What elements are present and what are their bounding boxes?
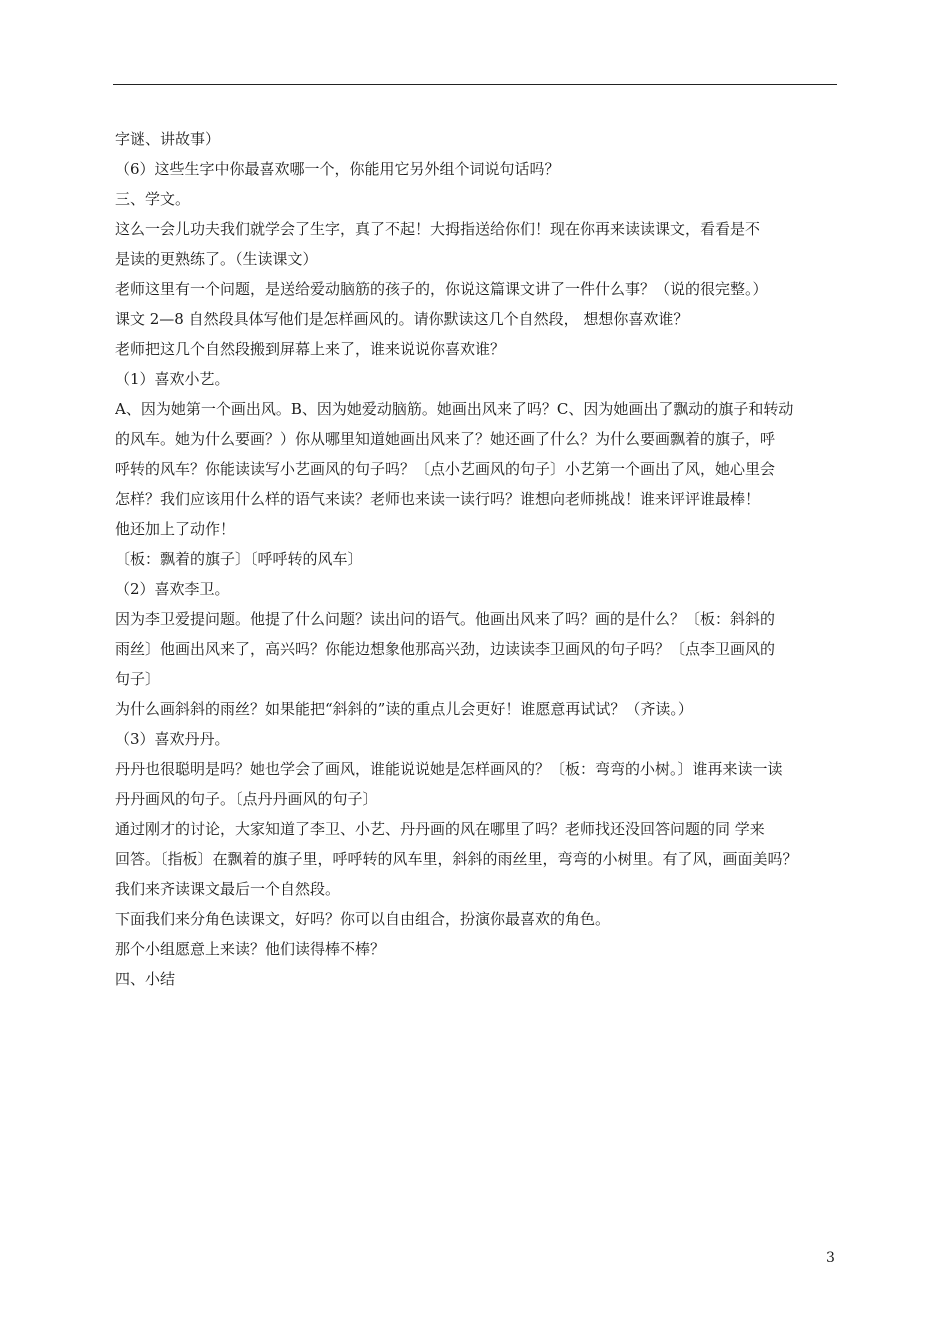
page-number: 3	[826, 1250, 835, 1266]
text-line: 通过刚才的讨论，大家知道了李卫、小艺、丹丹画的风在哪里了吗？老师找还没回答问题的同 学来	[115, 820, 765, 838]
text-line: 丹丹画风的句子。〔点丹丹画风的句子〕	[115, 790, 378, 808]
text-line: 这么一会儿功夫我们就学会了生字，真了不起！大拇指送给你们！现在你再来读读课文，看看是不	[115, 220, 761, 238]
text-line: 老师把这几个自然段搬到屏幕上来了，谁来说说你喜欢谁？	[115, 340, 506, 358]
text-line: A、因为她第一个画出风。B、因为她爱动脑筋。她画出风来了吗？C、因为她画出了飘动的旗子和转动	[115, 400, 794, 418]
header-rule	[113, 84, 837, 85]
text-line: 回答。〔指板〕在飘着的旗子里，呼呼转的风车里，斜斜的雨丝里，弯弯的小树里。有了风，画面美吗？	[115, 850, 798, 868]
text-line: 因为李卫爱提问题。他提了什么问题？读出问的语气。他画出风来了吗？画的是什么？〔板：斜斜的	[115, 610, 776, 628]
text-line: （3）喜欢丹丹。	[115, 730, 230, 748]
text-line: 呼转的风车？你能读读写小艺画风的句子吗？〔点小艺画风的句子〕小艺第一个画出了风，她心里会	[115, 460, 776, 478]
text-line: 那个小组愿意上来读？他们读得棒不棒？	[115, 940, 386, 958]
text-line: 字谜、讲故事）	[115, 130, 221, 148]
document-body	[115, 124, 837, 994]
text-line: （2）喜欢李卫。	[115, 580, 230, 598]
text-line: 雨丝〕他画出风来了，高兴吗？你能边想象他那高兴劲，边读读李卫画风的句子吗？〔点李卫画风的	[115, 640, 776, 658]
text-line: 怎样？我们应该用什么样的语气来读？老师也来读一读行吗？谁想向老师挑战！谁来评评谁最棒！	[115, 490, 761, 508]
text-line: 他还加上了动作！	[115, 520, 236, 538]
text-line: 我们来齐读课文最后一个自然段。	[115, 880, 341, 898]
text-line: 课文 2—8 自然段具体写他们是怎样画风的。请你默读这几个自然段， 想想你喜欢谁？	[115, 310, 689, 328]
text-line: 是读的更熟练了。（生读课文）	[115, 250, 318, 268]
text-line: 老师这里有一个问题，是送给爱动脑筋的孩子的，你说这篇课文讲了一件什么事？（说的很完整。）	[115, 280, 768, 298]
section-heading: 三、学文。	[115, 190, 191, 208]
text-line: （1）喜欢小艺。	[115, 370, 230, 388]
text-line: 下面我们来分角色读课文，好吗？你可以自由组合，扮演你最喜欢的角色。	[115, 910, 611, 928]
text-line: （6）这些生字中你最喜欢哪一个，你能用它另外组个词说句话吗？	[115, 160, 560, 178]
text-line: 〔板：飘着的旗子〕〔呼呼转的风车〕	[115, 550, 363, 568]
text-line: 句子〕	[115, 670, 161, 688]
section-heading: 四、小结	[115, 970, 176, 988]
text-line: 为什么画斜斜的雨丝？如果能把“斜斜的”读的重点儿会更好！谁愿意再试试？（齐读。）	[115, 700, 693, 718]
text-line: 的风车。她为什么要画？）你从哪里知道她画出风来了？她还画了什么？为什么要画飘着的旗子，呼	[115, 430, 776, 448]
text-line: 丹丹也很聪明是吗？她也学会了画风，谁能说说她是怎样画风的？〔板：弯弯的小树。〕谁再来读一读	[115, 760, 783, 778]
